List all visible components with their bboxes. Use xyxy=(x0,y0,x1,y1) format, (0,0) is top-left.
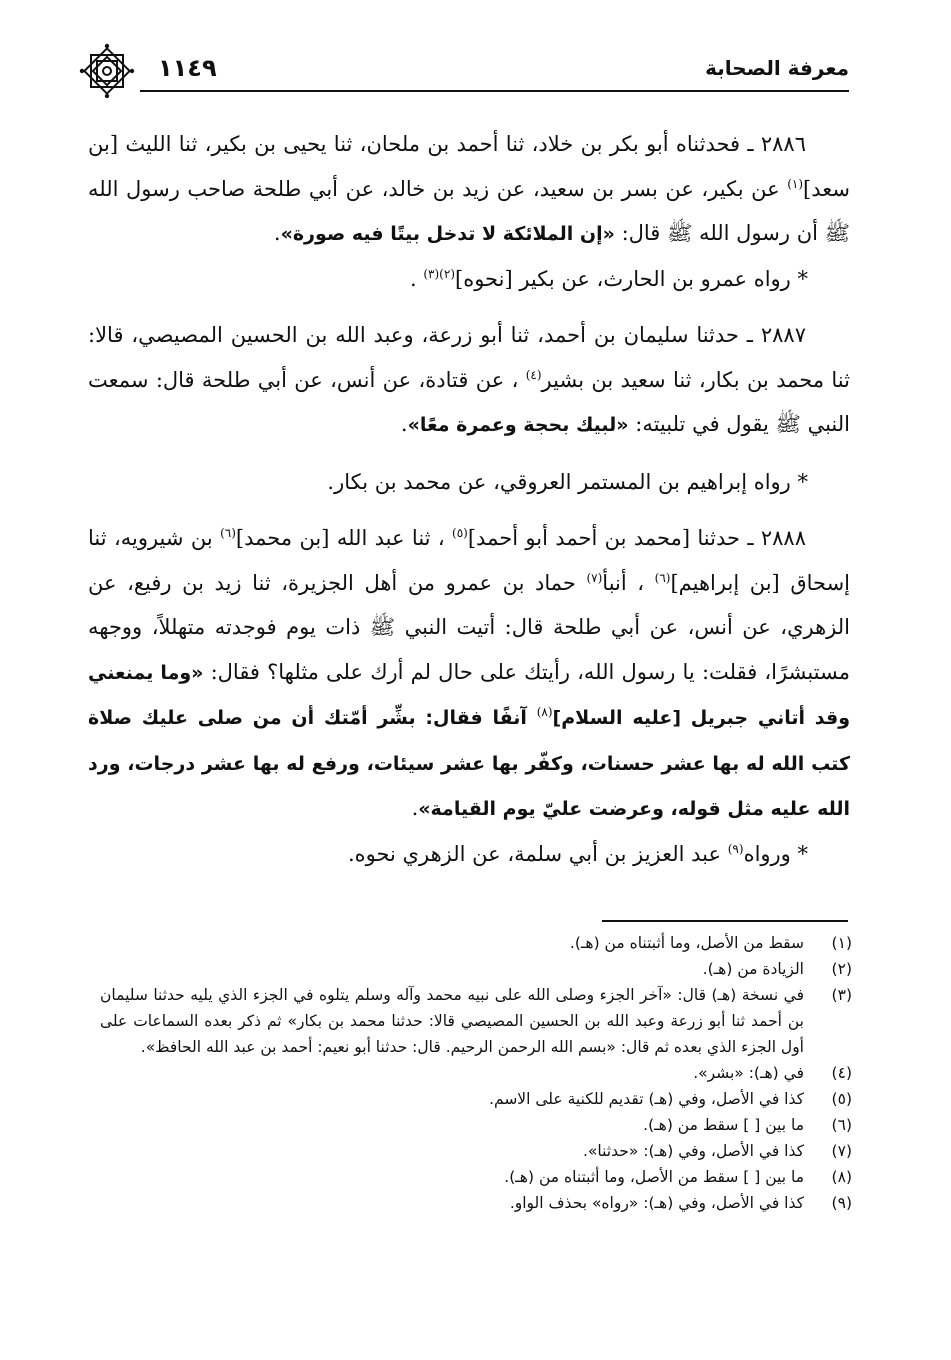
footnote-ref: (٨) xyxy=(536,705,553,719)
narration-2888: * ورواه$^{(٩)}$ عبد العزيز بن أبي سلمة، عن الزهري نحوه. xyxy=(347,841,808,866)
footnote-ref: (٩) xyxy=(727,841,744,856)
page-header xyxy=(78,48,849,94)
footnote: (٤) في (هـ): «بشر». xyxy=(693,1064,852,1082)
footnote: (٣) في نسخة (هـ) قال: «آخر الجزء وصلى الله على نبيه محمد وآله وسلم يتلوه في الجزء الذي يليه حدثنا سليمان بن أحمد ثنا أبو زرعة وعبد الله بن الحسين المصيصي قالا: حدثنا محمد بن بكار» ثم ذكر بعده السماعات على أول الجزء الذي بعده ثم قال: «بسم الله الرحمن الرحيم. قال: حدثنا أبو نعيم: أحمد بن عبد الله الحافظ». xyxy=(100,986,852,1056)
hadith-2888: ٢٨٨٨ ـ حدثنا [محمد بن أحمد أبو أحمد]$^{(٥)}$ ، ثنا عبد الله [بن محمد]$^{(٦)}$ بن شيرويه، ثنا إسحاق [بن إبراهيم]$^{(٦)}$ ، أنبأ$^{(٧)}$ حماد بن عمرو من أهل الجزيرة، ثنا زيد بن رفيع، عن الزهري، عن أنس، عن أبي طلحة قال: أتيت النبي ﷺ ذات يوم فوجدته متهللاً، ووجهه مستبشرًا، فقلت: يا رسول الله، رأيتك على حال لم أرك على مثلها؟ فقال: «وما يمنعني وقد أتاني جبريل [عليه السلام]$^{(٨)}$ آنفًا فقال: بشِّر أمّتك أن من صلى عليك صلاة كتب الله له بها عشر حسنات، وكفّر بها عشر سيئات، ورفع له بها عشر درجات، ورد الله عليه مثل قوله، وعرضت عليّ يوم القيامة». xyxy=(88,526,851,820)
footnote: (٨) ما بين [ ] سقط من الأصل، وما أثبتناه من (هـ). xyxy=(504,1168,852,1186)
footnote-ref: (٥) xyxy=(452,526,468,540)
star-ornament-icon xyxy=(78,42,136,100)
narration-2886: * رواه عمرو بن الحارث، عن بكير [نحوه]$^{(٢)(٣)}$ . xyxy=(410,266,808,291)
hadith-text: «لبيك بحجة وعمرة معًا» xyxy=(407,414,629,436)
footnote-ref: (٤) xyxy=(525,367,542,382)
header-rule xyxy=(140,90,849,92)
hadith-2887: ٢٨٨٧ ـ حدثنا سليمان بن أحمد، ثنا أبو زرعة، وعبد الله بن الحسين المصيصي، قالا: ثنا محمد بن بكار، ثنا سعيد بن بشير$^{(٤)}$ ، عن قتادة، عن أنس، عن أبي طلحة قال: سمعت النبي ﷺ يقول في تلبيته: «لبيك بحجة وعمرة معًا». xyxy=(88,323,850,436)
footnote-ref: (٦) xyxy=(654,570,671,585)
footnote: (٢) الزيادة من (هـ). xyxy=(702,960,852,978)
footnote-ref: (١) xyxy=(787,176,804,191)
running-title: معرفة الصحابة xyxy=(705,56,849,80)
footnote: (١) سقط من الأصل، وما أثبتناه من (هـ). xyxy=(569,934,852,952)
hadith-text: آنفًا فقال: بشِّر أمّتك أن من صلى عليك صلاة كتب الله له بها عشر حسنات، وكفّر بها عشر سيئات، ورفع له بها عشر درجات، ورد الله عليه مثل قوله، وعرضت عليّ يوم القيامة» xyxy=(88,707,850,820)
main-text xyxy=(88,122,850,876)
narration-2887: * رواه إبراهيم بن المستمر العروقي، عن محمد بن بكار. xyxy=(327,469,808,494)
footnote-ref: (٢)(٣) xyxy=(423,266,456,281)
footnote: (٩) كذا في الأصل، وفي (هـ): «رواه» بحذف الواو. xyxy=(509,1194,852,1212)
footnote: (٥) كذا في الأصل، وفي (هـ) تقديم للكنية على الاسم. xyxy=(489,1090,852,1108)
footnote: (٦) ما بين [ ] سقط من (هـ). xyxy=(643,1116,852,1134)
hadith-2886: ٢٨٨٦ ـ فحدثناه أبو بكر بن خلاد، ثنا أحمد بن ملحان، ثنا يحيى بن بكير، ثنا الليث [بن سعد]$^{(١)}$ عن بكير، عن بسر بن سعيد، عن زيد بن خالد، عن أبي طلحة صاحب رسول الله ﷺ أن رسول الله ﷺ قال: «إن الملائكة لا تدخل بيتًا فيه صورة». xyxy=(88,132,850,245)
hadith-text: «وما يمنعني وقد أتاني جبريل [عليه السلام] xyxy=(88,661,851,729)
footnote-ref: (٧) xyxy=(586,570,603,585)
footnote-rule xyxy=(602,920,848,922)
footnote-ref: (٦) xyxy=(220,526,236,540)
footnotes xyxy=(100,930,852,1216)
page-number: ١١٤٩ xyxy=(158,54,217,82)
footnote: (٧) كذا في الأصل، وفي (هـ): «حدثنا». xyxy=(582,1142,852,1160)
hadith-text: «إن الملائكة لا تدخل بيتًا فيه صورة» xyxy=(280,223,615,245)
